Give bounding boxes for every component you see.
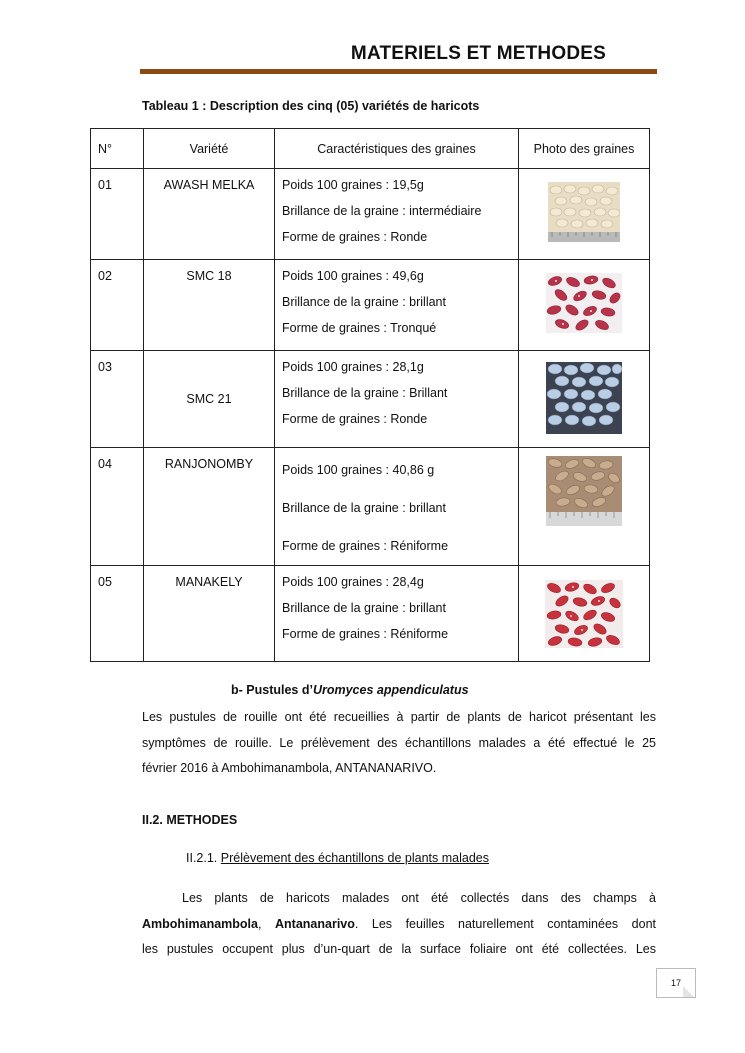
- table-row: [91, 260, 650, 351]
- row-num: 03: [91, 351, 144, 448]
- paragraph-line: les pustules occupent plus d’un-quart de la surface foliaire ont été collectées. Les: [142, 942, 656, 956]
- blue-grey-beans-photo: [546, 362, 622, 434]
- row-characteristics: [275, 260, 519, 351]
- row-photo-cell: [519, 566, 650, 662]
- table-header-row: [91, 129, 650, 169]
- char-shape: Forme de graines : Ronde: [282, 412, 428, 426]
- char-weight: Poids 100 graines : 19,5g: [282, 178, 424, 192]
- place-antananarivo: Antananarivo: [275, 916, 355, 931]
- paragraph-line: [142, 912, 656, 938]
- paragraph-line: symptômes de rouille. Le prélèvement des échantillons malades a été effectué le 25: [142, 735, 656, 750]
- row-num: 01: [91, 169, 144, 260]
- subsection-heading: [186, 851, 489, 865]
- header-variety: Variété: [144, 129, 275, 169]
- tan-speckled-beans-photo: [546, 456, 622, 526]
- row-photo-cell: [519, 260, 650, 351]
- table-caption: Tableau 1 : Description des cinq (05) variétés de haricots: [142, 99, 480, 113]
- section-b-prefix: b- Pustules d’: [231, 683, 313, 697]
- page-header-title: MATERIELS ET METHODES: [350, 43, 606, 64]
- red-kidney-beans-photo: [545, 580, 623, 648]
- row-variety: SMC 21: [144, 351, 275, 448]
- table-row: [91, 169, 650, 260]
- char-brightness: Brillance de la graine : intermédiaire: [282, 204, 482, 218]
- char-brightness: Brillance de la graine : Brillant: [282, 386, 448, 400]
- table-row: [91, 448, 650, 566]
- red-speckled-beans-photo: [546, 273, 622, 333]
- char-brightness: Brillance de la graine : brillant: [282, 295, 446, 309]
- char-weight: Poids 100 graines : 28,1g: [282, 360, 424, 374]
- char-brightness: Brillance de la graine : brillant: [282, 501, 446, 515]
- char-weight: Poids 100 graines : 28,4g: [282, 575, 424, 589]
- paragraph-line-rest: . Les feuilles naturellement contaminées dont: [354, 916, 656, 931]
- row-variety: SMC 18: [144, 260, 275, 351]
- table-row: [91, 351, 650, 448]
- place-ambohimanambola: Ambohimanambola: [142, 916, 258, 931]
- row-photo-cell: [519, 351, 650, 448]
- paragraph-line: Les pustules de rouille ont été recueillies à partir de plants de haricot présentant les: [142, 710, 656, 724]
- page-curl-decoration: [683, 986, 694, 997]
- varieties-table: [90, 128, 650, 662]
- char-shape: Forme de graines : Réniforme: [282, 627, 449, 641]
- row-num: 04: [91, 448, 144, 566]
- char-shape: Forme de graines : Réniforme: [282, 539, 449, 553]
- paragraph-line: février 2016 à Ambohimanambola, ANTANANARIVO.: [142, 761, 437, 775]
- row-variety: AWASH MELKA: [144, 169, 275, 260]
- subsection-title: Prélèvement des échantillons de plants malades: [220, 851, 489, 865]
- row-photo-cell: [519, 448, 650, 566]
- cream-beans-photo: [548, 182, 620, 242]
- row-photo-cell: [519, 169, 650, 260]
- row-num: 02: [91, 260, 144, 351]
- row-characteristics: [275, 169, 519, 260]
- char-shape: Forme de graines : Tronqué: [282, 321, 437, 335]
- row-num: 05: [91, 566, 144, 662]
- row-characteristics: [275, 566, 519, 662]
- paragraph-line: Les plants de haricots malades ont été collectés dans des champs à: [182, 891, 656, 905]
- header-photo: Photo des graines: [519, 129, 650, 169]
- row-variety: RANJONOMBY: [144, 448, 275, 566]
- char-brightness: Brillance de la graine : brillant: [282, 601, 446, 615]
- char-weight: Poids 100 graines : 49,6g: [282, 269, 424, 283]
- row-characteristics: [275, 351, 519, 448]
- methodes-paragraph: [142, 886, 656, 963]
- char-weight: Poids 100 graines : 40,86 g: [282, 463, 435, 477]
- species-name: Uromyces appendiculatus: [312, 683, 469, 697]
- methodes-heading: II.2. METHODES: [142, 813, 238, 827]
- header-characteristics: Caractéristiques des graines: [275, 129, 519, 169]
- row-variety: MANAKELY: [144, 566, 275, 662]
- row-characteristics: [275, 448, 519, 566]
- header-rule: [140, 69, 657, 74]
- section-b-paragraph: [142, 705, 656, 782]
- subsection-number: II.2.1.: [186, 851, 218, 865]
- page-number: 17: [656, 968, 696, 998]
- char-shape: Forme de graines : Ronde: [282, 230, 428, 244]
- place-separator: ,: [258, 916, 275, 931]
- section-b-heading: [231, 683, 469, 697]
- header-num: N°: [91, 129, 144, 169]
- table-row: [91, 566, 650, 662]
